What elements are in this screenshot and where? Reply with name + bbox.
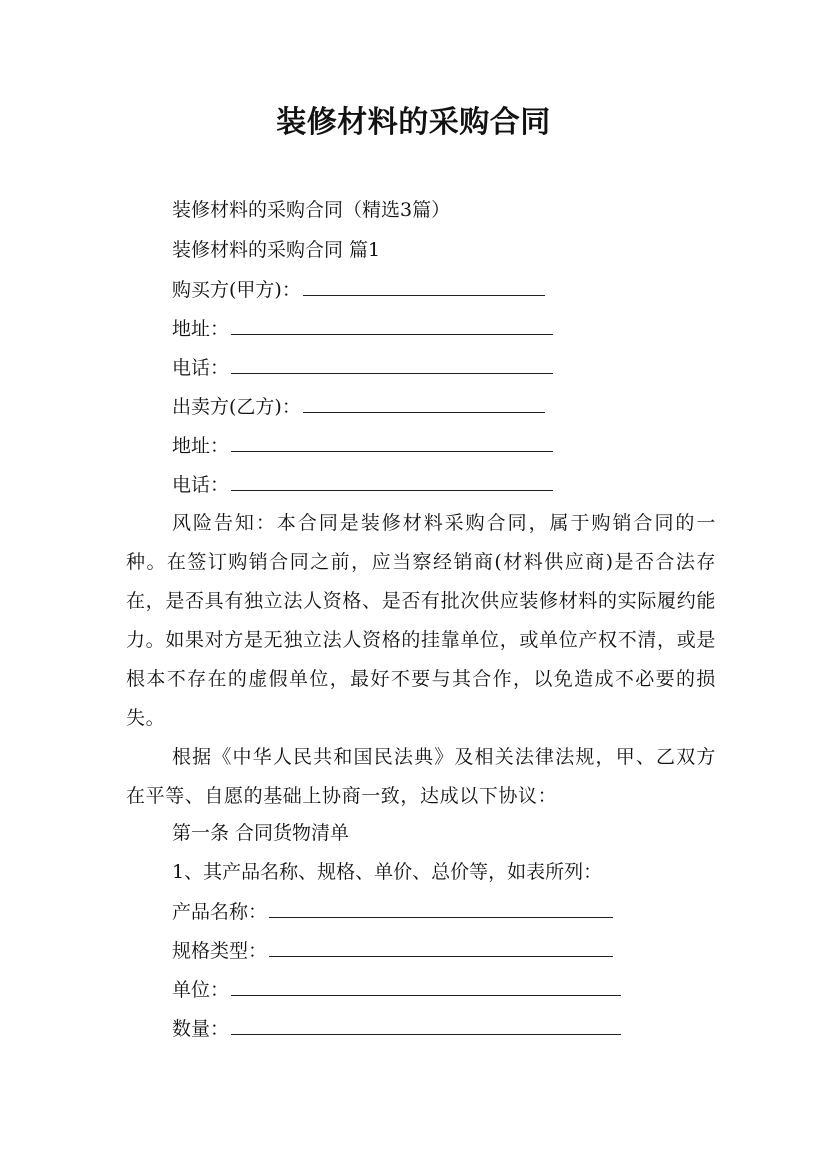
- spec-field: [172, 938, 613, 963]
- seller-field: [172, 394, 545, 419]
- buyer-address-blank-line: [231, 316, 553, 335]
- spec-blank-line: [269, 938, 613, 957]
- buyer-label: 购买方(甲方)：: [172, 279, 301, 301]
- unit-label: 单位：: [172, 979, 230, 1001]
- seller-address-blank-line: [231, 433, 553, 452]
- document-title: 装修材料的采购合同: [276, 105, 551, 140]
- seller-phone-label: 电话：: [172, 474, 230, 496]
- quantity-field: [172, 1016, 621, 1041]
- product-name-blank-line: [269, 899, 613, 918]
- seller-blank-line: [303, 394, 545, 413]
- document-subtitle: 装修材料的采购合同（精选3篇）: [172, 199, 451, 221]
- article-1-heading: 第一条 合同货物清单: [172, 822, 350, 844]
- quantity-label: 数量：: [172, 1018, 230, 1040]
- seller-phone-blank-line: [231, 472, 553, 491]
- seller-phone-field: [172, 472, 553, 497]
- seller-address-field: [172, 433, 553, 458]
- buyer-phone-label: 电话：: [172, 357, 230, 379]
- unit-blank-line: [231, 977, 621, 996]
- buyer-phone-blank-line: [231, 355, 553, 374]
- buyer-phone-field: [172, 355, 553, 380]
- buyer-field: [172, 277, 545, 302]
- risk-notice-paragraph: 风险告知：本合同是装修材料采购合同，属于购销合同的一种。在签订购销合同之前，应当察经销商(材料供应商)是否合法存在，是否具有独立法人资格、是否有批次供应装修材料的实际履约能力。如果对方是无独立法人资格的挂靠单位，或单位产权不清，或是根本不存在的虚假单位，最好不要与其合作，以免造成不必要的损失。: [126, 512, 716, 729]
- seller-label: 出卖方(乙方)：: [172, 396, 301, 418]
- buyer-blank-line: [303, 277, 545, 296]
- unit-field: [172, 977, 621, 1002]
- product-name-label: 产品名称：: [172, 901, 268, 923]
- product-name-field: [172, 899, 613, 924]
- buyer-address-field: [172, 316, 553, 341]
- section-title: 装修材料的采购合同 篇1: [172, 239, 381, 261]
- legal-basis-paragraph: 根据《中华人民共和国民法典》及相关法律法规，甲、乙双方在平等、自愿的基础上协商一致，达成以下协议：: [126, 746, 716, 807]
- buyer-address-label: 地址：: [172, 318, 230, 340]
- quantity-blank-line: [231, 1016, 621, 1035]
- article-1-item-1: 1、其产品名称、规格、单价、总价等，如表所列：: [172, 861, 603, 883]
- seller-address-label: 地址：: [172, 435, 230, 457]
- spec-label: 规格类型：: [172, 940, 268, 962]
